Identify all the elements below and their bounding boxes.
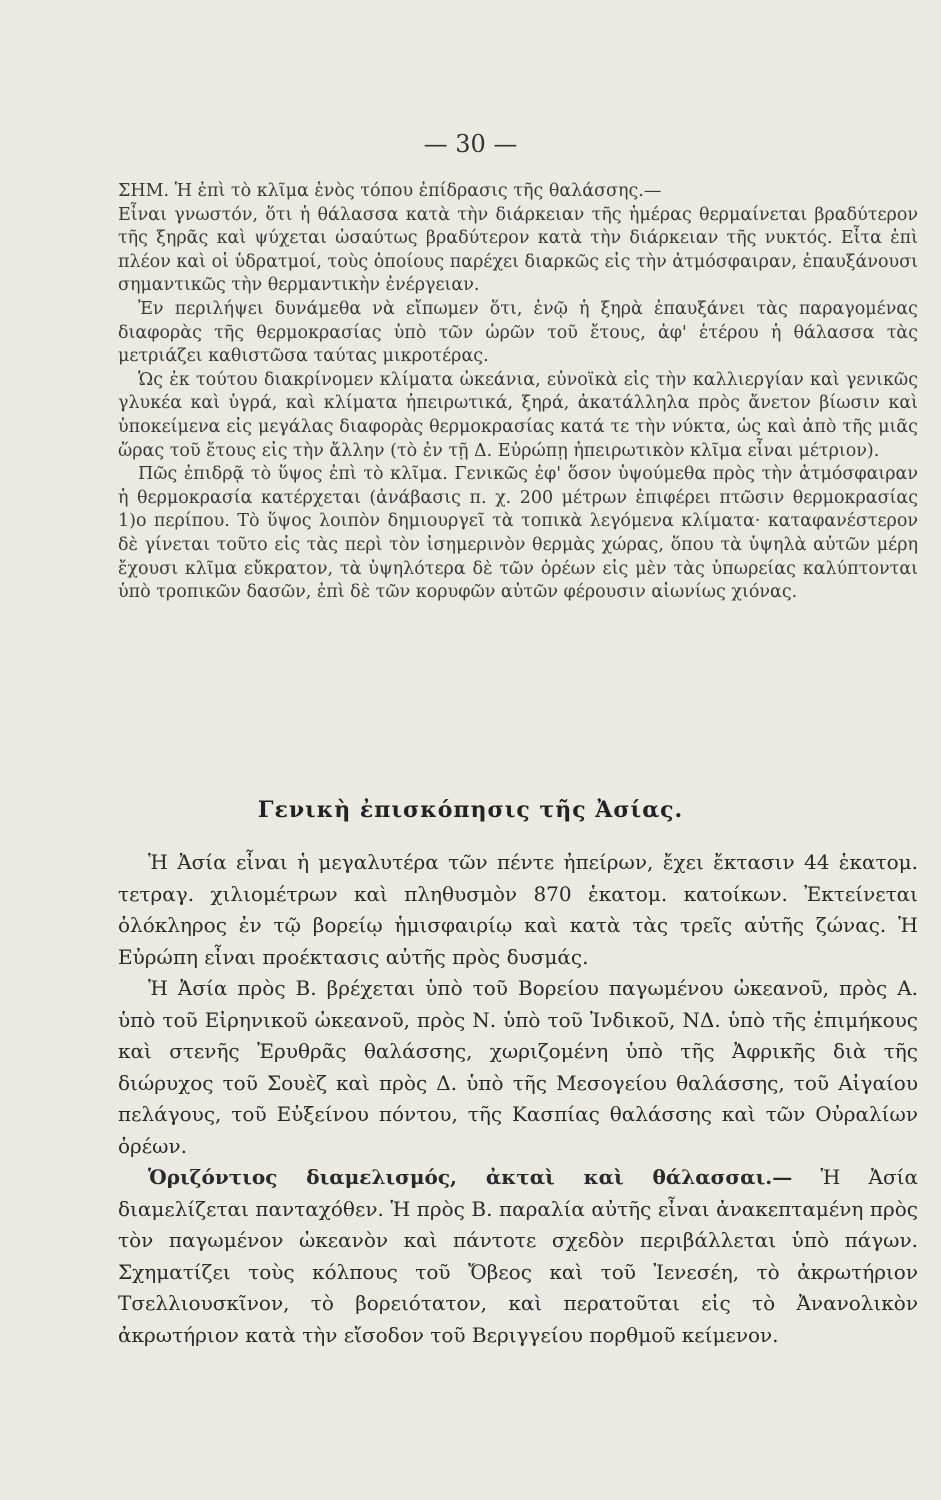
note-paragraph-2: Ἐν περιλήψει δυνάμεθα νὰ εἴπωμεν ὅτι, ἐνῷ ἡ ξηρὰ ἐπαυξάνει τὰς παραγομένας διαφορὰς τῆς θερμοκρασίας ὑπὸ τῶν ὡρῶν τοῦ ἔτους, ἀφ' ἑτέρου ἡ θάλασσα τὰς μετριάζει καθιστῶσα ταύτας μικροτέρας. xyxy=(118,298,918,367)
note-section xyxy=(118,180,918,605)
note-paragraph-4: Πῶς ἐπιδρᾷ τὸ ὕψος ἐπὶ τὸ κλῖμα. Γενικῶς ἐφ' ὅσον ὑψούμεθα πρὸς τὴν ἀτμόσφαιραν ἡ θερμοκρασία κατέρχεται (ἀνάβασις π. χ. 200 μέτρων ἐπιφέρει πτῶσιν θερμοκρασίας 1)ο περίπου. Τὸ ὕψος λοιπὸν δημιουργεῖ τὰ τοπικὰ λεγόμενα κλίματα· καταφανέστερον δὲ γίνεται τοῦτο εἰς τὰς περὶ τὸν ἰσημερινὸν θερμὰς χώρας, ὅπου τὰ ὑψηλὰ αὐτῶν μέρη ἔχουσι κλῖμα εὔκρατον, τὰ ὑψηλότερα δὲ τῶν ὀρέων εἰς μὲν τὰς ὑπωρείας καλύπτονται ὑπὸ τροπικῶν δασῶν, ἐπὶ δὲ τῶν κορυφῶν αὐτῶν φέρουσιν αἰωνίως χιόνας. xyxy=(118,464,918,603)
note-paragraph-1: Εἶναι γνωστόν, ὅτι ἡ θάλασσα κατὰ τὴν διάρκειαν τῆς ἡμέρας θερμαίνεται βραδύτερον τῆς ξηρᾶς καὶ ψύχεται ὡσαύτως βραδύτερον κατὰ τὴν διάρκειαν τῆς νυκτός. Εἶτα ἐπὶ πλέον καὶ οἱ ὑδρατμοί, τοὺς ὁποίους παρέχει διαρκῶς εἰς τὴν ἀτμόσφαιραν, ἐπαυξάνουσι σημαντικῶς τὴν θερμαντικὴν ἐνέργειαν. xyxy=(118,204,918,296)
section-heading: Γενικὴ ἐπισκόπησις τῆς Ἀσίας. xyxy=(257,797,684,823)
body-paragraph-1: Ἡ Ἀσία εἶναι ἡ μεγαλυτέρα τῶν πέντε ἠπείρων, ἔχει ἔκτασιν 44 ἑκατομ. τετραγ. χιλιομέτρων καὶ πληθυσμὸν 870 ἑκατομ. κατοίκων. Ἐκτείνεται ὁλόκληρος ἐν τῷ βορείῳ ἡμισφαιρίῳ καὶ κατὰ τὰς τρεῖς αὐτῆς ζώνας. Ἡ Εὐρώπη εἶναι προέκτασις αὐτῆς πρὸς δυσμάς. xyxy=(118,850,918,969)
note-label: ΣΗΜ. Ἡ ἐπὶ τὸ κλῖμα ἑνὸς τόπου ἐπίδρασις τῆς θαλάσσης.— xyxy=(118,181,662,201)
body-paragraph-2: Ἡ Ἀσία πρὸς Β. βρέχεται ὑπὸ τοῦ Βορείου παγωμένου ὠκεανοῦ, πρὸς Α. ὑπὸ τοῦ Εἰρηνικοῦ ὠκεανοῦ, πρὸς Ν. ὑπὸ τοῦ Ἰνδικοῦ, ΝΔ. ὑπὸ τῆς ἐπιμήκους καὶ στενῆς Ἐρυθρᾶς θαλάσσης, χωριζομένη ὑπὸ τῆς Ἀφρικῆς διὰ τῆς διώρυχος τοῦ Σουὲζ καὶ πρὸς Δ. ὑπὸ τῆς Μεσογείου θαλάσσης, τοῦ Αἰγαίου πελάγους, τοῦ Εὐξείνου πόντου, τῆς Κασπίας θαλάσσης καὶ τῶν Οὐραλίων ὀρέων. xyxy=(118,976,918,1158)
note-paragraph-3: Ὡς ἐκ τούτου διακρίνομεν κλίματα ὠκεάνια, εὐνοϊκὰ εἰς τὴν καλλιεργίαν καὶ γενικῶς γλυκέα καὶ ὑγρά, καὶ κλίματα ἠπειρωτικά, ξηρά, ἀκατάλληλα πρὸς ἄνετον βίωσιν καὶ ὑποκείμενα εἰς μεγάλας διαφορὰς θερμοκρασίας κατά τε τὴν νύκτα, ὡς καὶ ἀπὸ τῆς μιᾶς ὥρας τοῦ ἔτους εἰς τὴν ἄλλην (τὸ ἐν τῇ Δ. Εὐρώπῃ ἠπειρωτικὸν κλῖμα εἶναι μέτριον). xyxy=(118,369,918,461)
page-number: — 30 — xyxy=(423,130,518,158)
subheading: Ὁριζόντιος διαμελισμός, ἀκταὶ καὶ θάλασσαι.— xyxy=(148,1165,793,1189)
body-paragraph-3-text: Ἡ Ἀσία διαμελίζεται πανταχόθεν. Ἡ πρὸς Β. παραλία αὐτῆς εἶναι ἀνακεπταμένη πρὸς τὸν παγωμένον ὠκεανὸν καὶ πάντοτε σχεδὸν περιβάλλεται ὑπὸ πάγων. Σχηματίζει τοὺς κόλπους τοῦ Ὄβεος καὶ τοῦ Ἰενεσέη, τὸ ἀκρωτήριον Τσελλιουσκῖνον, τὸ βορειότατον, καὶ περατοῦται εἰς τὸ Ἀνανολικὸν ἀκρωτήριον κατὰ τὴν εἴσοδον τοῦ Βεριγγείου πορθμοῦ κείμενον. xyxy=(118,1165,918,1347)
body-paragraph-3 xyxy=(118,1162,918,1351)
body-section xyxy=(118,847,918,1351)
